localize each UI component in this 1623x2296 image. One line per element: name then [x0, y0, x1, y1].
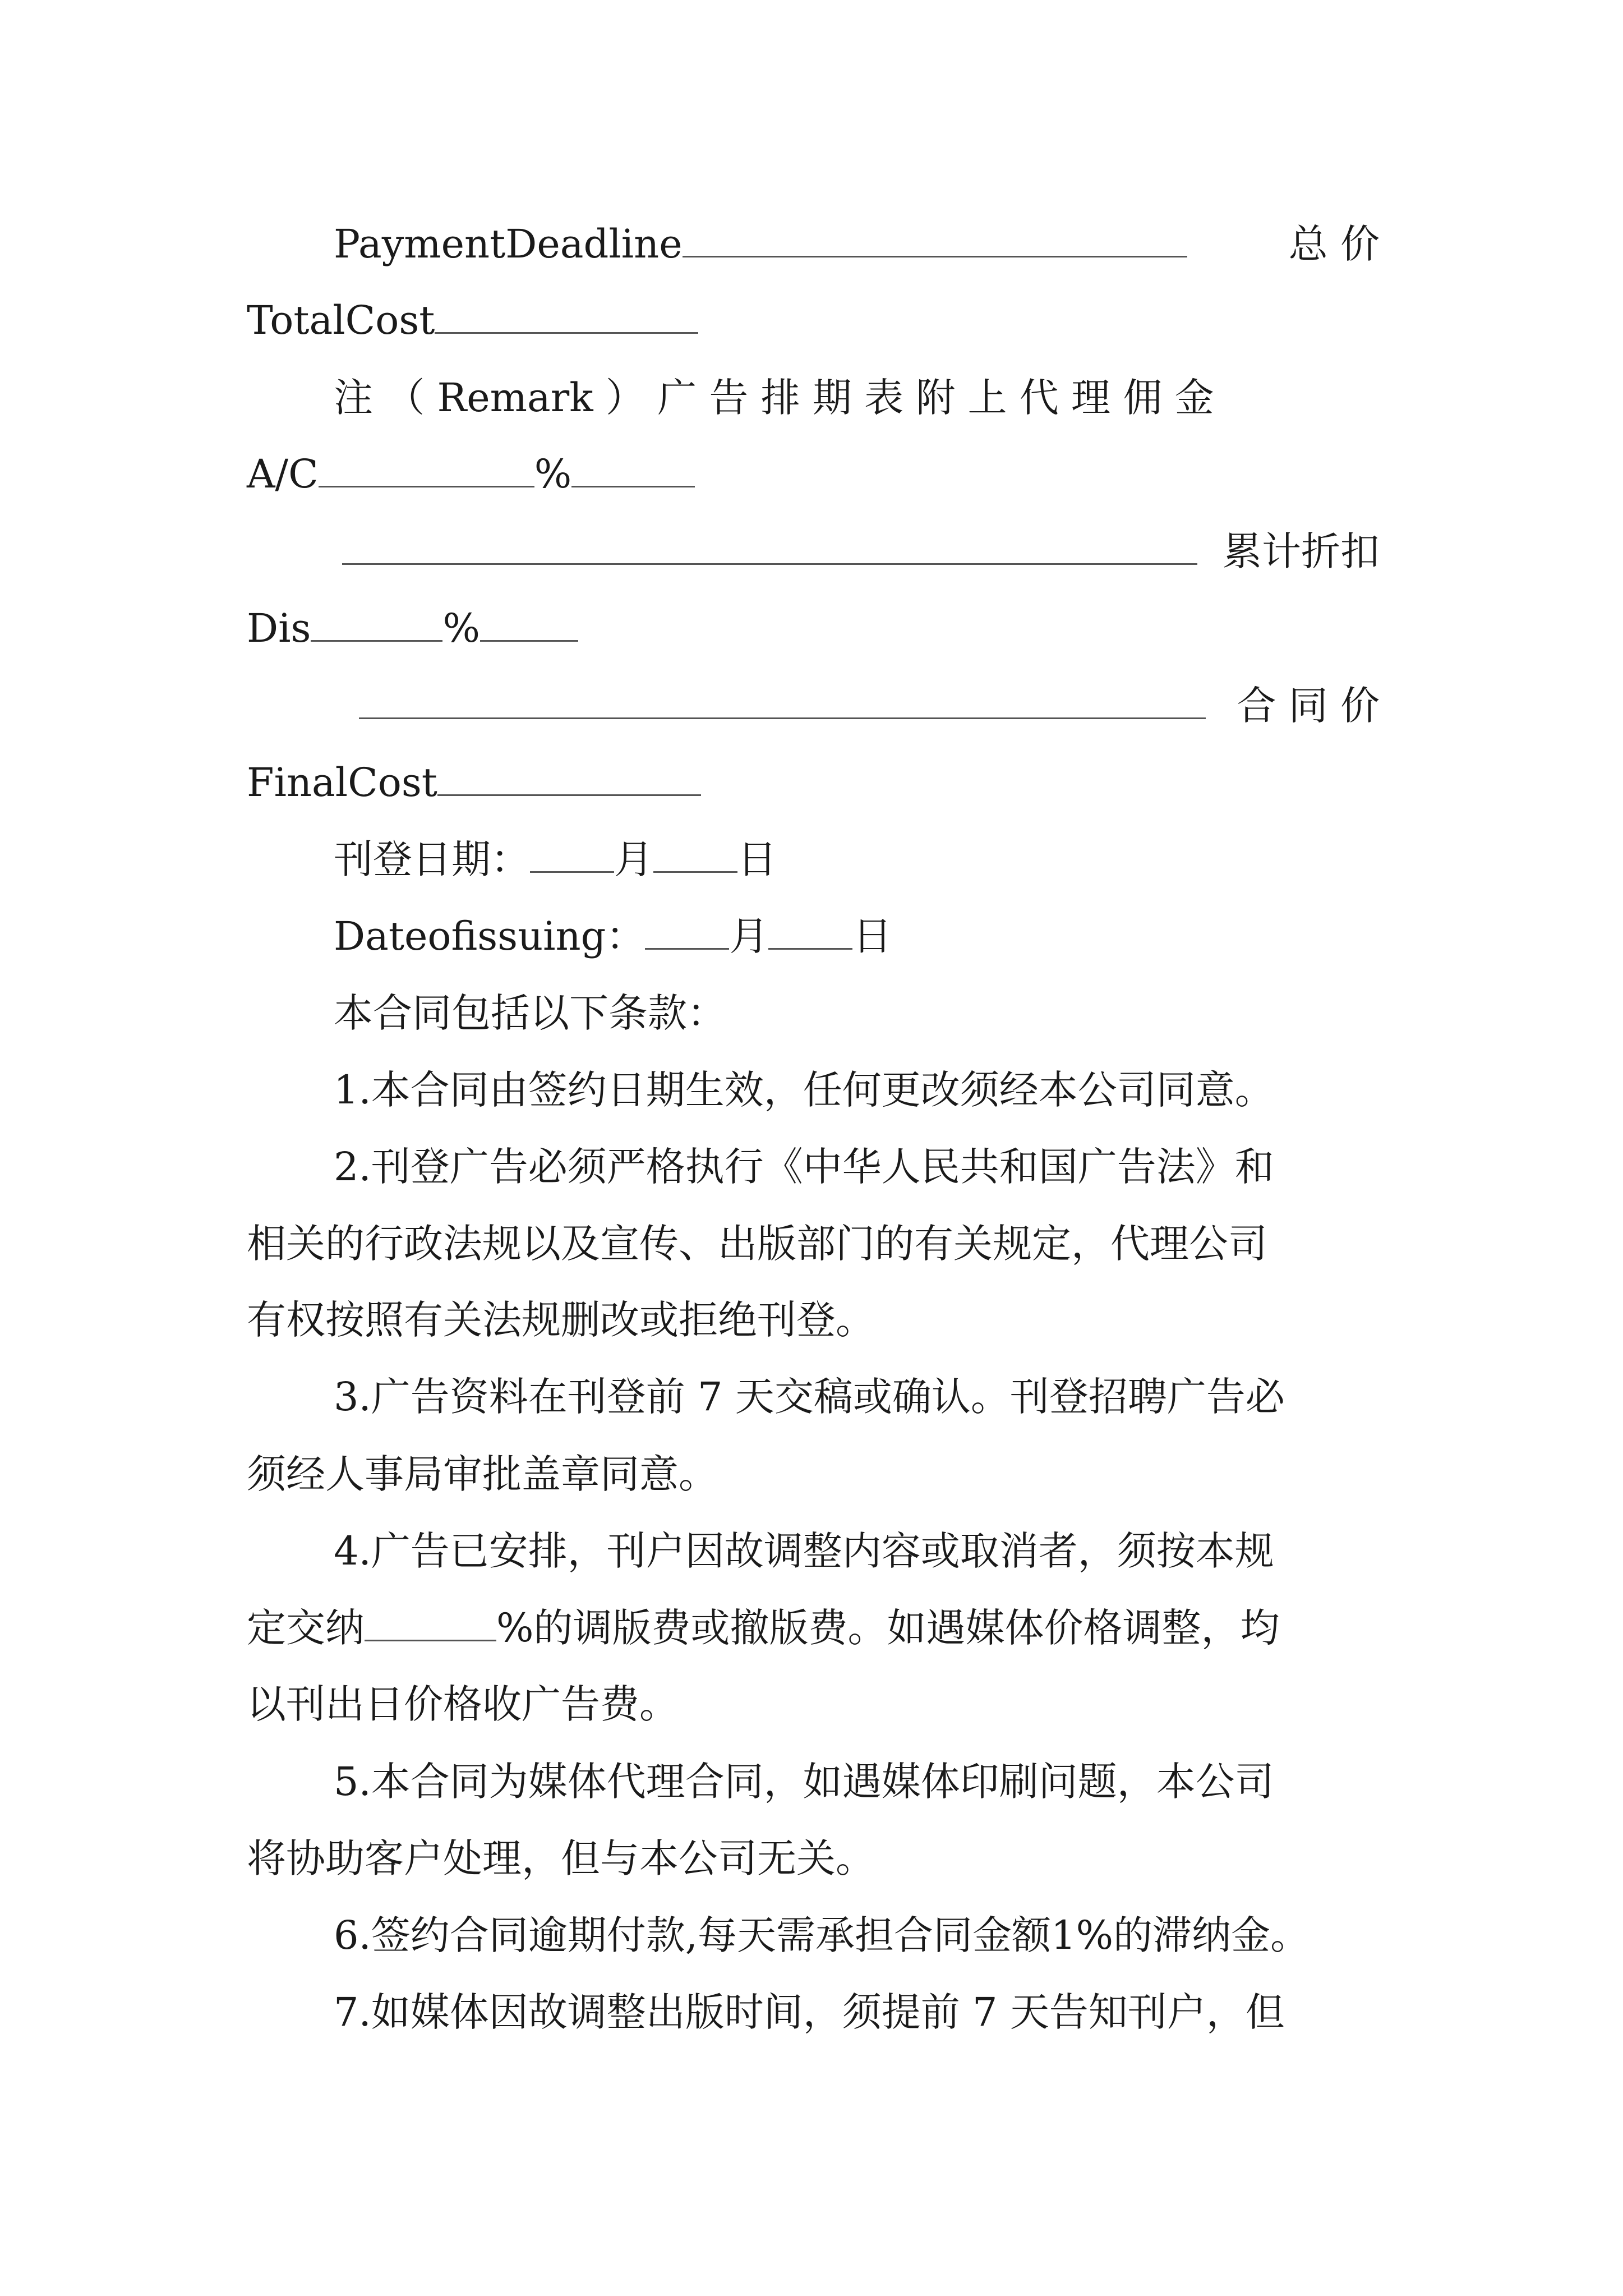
- clause-5-text-2: 将协助客户处理，但与本公司无关。: [247, 1835, 875, 1881]
- contract-price-label: 合 同 价: [1237, 683, 1380, 729]
- issue-date-en-line: [334, 903, 1380, 970]
- clause-6-text: 6.签约合同逾期付款,每天需承担合同金额1%的滞纳金。: [334, 1912, 1310, 1958]
- final-cost-line: [247, 749, 1380, 816]
- dis-line: [247, 595, 1380, 662]
- issue-month-en-blank[interactable]: [645, 913, 729, 950]
- dis-blank-2[interactable]: [480, 605, 578, 642]
- clause-4-fee-blank[interactable]: [365, 1605, 496, 1641]
- cumulative-discount-line: [342, 518, 1380, 585]
- clause-2-line-1: [334, 1133, 1380, 1200]
- issue-date-cn-label: 刊登日期：: [334, 836, 530, 882]
- total-cost-label: TotalCost: [247, 297, 435, 343]
- month-cn-label: 月: [614, 836, 653, 882]
- clause-6: [334, 1902, 1380, 1969]
- clause-1: [334, 1056, 1380, 1124]
- clause-4-text-3: 以刊出日价格收广告费。: [247, 1681, 679, 1727]
- clause-7-line-1: [334, 1978, 1380, 2046]
- ac-percent: %: [534, 451, 572, 497]
- issue-date-cn-line: [334, 826, 1380, 893]
- payment-deadline-field: [334, 210, 1187, 278]
- clause-4-text-1: 4.广告已安排，刊户因故调整内容或取消者，须按本规: [334, 1528, 1274, 1574]
- day-en-label: 日: [852, 913, 892, 959]
- clause-3-line-1: [334, 1363, 1380, 1430]
- clause-5-line-1: [334, 1748, 1380, 1815]
- remark-line: [334, 364, 1380, 431]
- ac-label: A/C: [247, 451, 319, 497]
- contract-price-line: [359, 672, 1380, 739]
- clause-7-text-1: 7.如媒体因故调整出版时间，须提前 7 天告知刊户，但: [334, 1989, 1285, 2035]
- clause-2-text-2: 相关的行政法规以及宣传、出版部门的有关规定，代理公司: [247, 1221, 1267, 1267]
- clause-4-line-3: [247, 1671, 1380, 1738]
- cumulative-discount-label: 累计折扣: [1223, 528, 1380, 574]
- final-cost-blank[interactable]: [437, 760, 701, 796]
- clause-4-text-2-suffix: %的调版费或撤版费。如遇媒体价格调整，均: [496, 1605, 1280, 1651]
- clause-2-line-2: [247, 1210, 1380, 1277]
- remark-text: 注 （ Remark ） 广 告 排 期 表 附 上 代 理 佣 金: [334, 375, 1214, 421]
- clause-3-line-2: [247, 1441, 1380, 1508]
- day-cn-label: 日: [737, 836, 777, 882]
- total-cost-blank[interactable]: [435, 297, 698, 334]
- clause-1-text: 1.本合同由签约日期生效，任何更改须经本公司同意。: [334, 1067, 1274, 1113]
- clause-2-text-3: 有权按照有关法规删改或拒绝刊登。: [247, 1297, 875, 1343]
- total-cost-line: [247, 287, 1380, 354]
- dis-label: Dis: [247, 605, 311, 651]
- clause-4-text-2-prefix: 定交纳: [247, 1605, 365, 1651]
- clause-4-line-2: [247, 1594, 1380, 1662]
- terms-intro: 本合同包括以下条款：: [334, 990, 726, 1036]
- issue-date-en-label: Dateofissuing：: [334, 913, 645, 959]
- clause-3-text-1: 3.广告资料在刊登前 7 天交稿或确认。刊登招聘广告必: [334, 1374, 1285, 1420]
- total-price-label: 总 价: [1288, 221, 1380, 267]
- clause-5-text-1: 5.本合同为媒体代理合同，如遇媒体印刷问题，本公司: [334, 1759, 1274, 1805]
- payment-deadline-line: [334, 210, 1380, 278]
- issue-month-cn-blank[interactable]: [530, 836, 614, 873]
- terms-intro-line: [334, 979, 1380, 1047]
- issue-day-en-blank[interactable]: [768, 913, 852, 950]
- payment-deadline-blank[interactable]: [683, 221, 1187, 257]
- final-cost-label: FinalCost: [247, 760, 437, 806]
- clause-4-line-1: [334, 1517, 1380, 1585]
- ac-line: [247, 440, 1380, 508]
- clause-2-text-1: 2.刊登广告必须严格执行《中华人民共和国广告法》和: [334, 1144, 1274, 1190]
- month-en-label: 月: [729, 913, 769, 959]
- issue-day-cn-blank[interactable]: [653, 836, 737, 873]
- contract-price-blank[interactable]: [359, 683, 1206, 719]
- dis-percent: %: [442, 605, 480, 651]
- ac-blank-1[interactable]: [319, 451, 534, 487]
- clause-5-line-2: [247, 1825, 1380, 1892]
- clause-2-line-3: [247, 1286, 1380, 1354]
- clause-3-text-2: 须经人事局审批盖章同意。: [247, 1451, 718, 1497]
- cumulative-discount-blank[interactable]: [342, 528, 1197, 565]
- ac-blank-2[interactable]: [571, 451, 695, 487]
- dis-blank-1[interactable]: [311, 605, 442, 642]
- payment-deadline-label: PaymentDeadline: [334, 221, 683, 267]
